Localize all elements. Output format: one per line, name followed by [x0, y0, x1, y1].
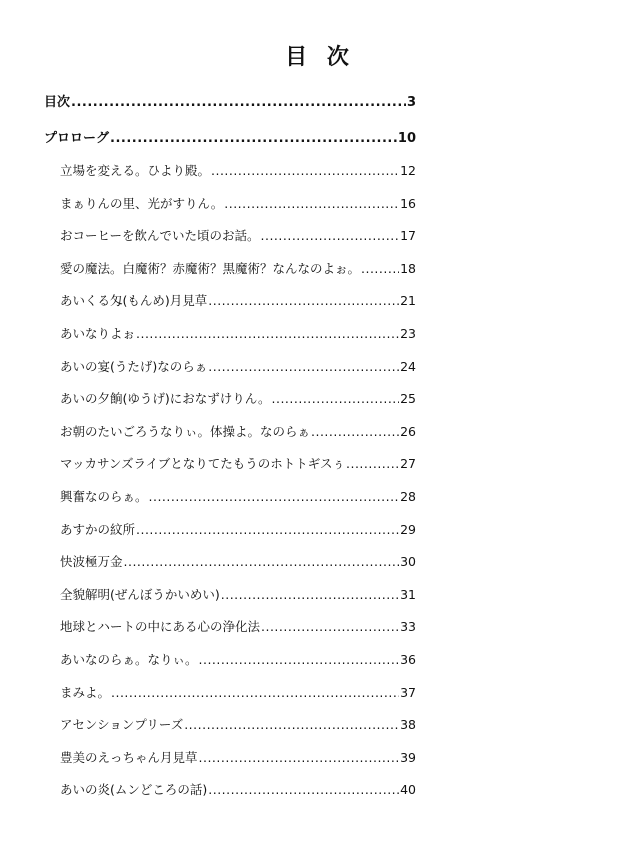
toc-entry[interactable]	[44, 611, 416, 644]
toc-page-number: 36	[400, 651, 416, 667]
dot-leader	[261, 611, 399, 644]
toc-page-number: 17	[400, 228, 416, 244]
toc-entry-label: マッカサンズライブとなりてたもうのホトトギスぅ	[60, 456, 346, 472]
toc-entry-label: アセンションプリーズ	[60, 717, 184, 733]
dot-leader	[149, 481, 400, 514]
toc-entry-label: 快波極万金	[60, 554, 123, 570]
toc-entry-label: あいの炎(ムンどころの話)	[60, 782, 208, 798]
dot-leader	[184, 709, 399, 742]
toc-entry-label: 豊美のえっちゃん月見草	[60, 749, 198, 765]
toc-page-number: 26	[400, 423, 416, 439]
toc-entry[interactable]	[44, 383, 416, 416]
toc-page-number: 29	[400, 521, 416, 537]
toc-page-number: 21	[400, 293, 416, 309]
toc-entry-label: あすかの紋所	[60, 521, 136, 537]
toc-entry[interactable]	[44, 774, 416, 807]
dot-leader	[111, 677, 399, 710]
toc-entry[interactable]	[44, 514, 416, 547]
toc-page-number: 27	[400, 456, 416, 472]
toc-page-number: 38	[400, 717, 416, 733]
toc-entry-label: 目次	[44, 95, 71, 110]
dot-leader	[124, 546, 400, 579]
toc-page-number: 28	[400, 488, 416, 504]
toc-entry[interactable]	[44, 220, 416, 253]
toc-entry[interactable]	[44, 677, 416, 710]
dot-leader	[346, 448, 399, 481]
toc-entry[interactable]	[44, 155, 416, 188]
toc-entry-prologue[interactable]	[44, 128, 416, 150]
toc-entry-label: 地球とハートの中にある心の浄化法	[60, 619, 261, 635]
toc-page-number: 16	[400, 195, 416, 211]
toc-entry-label: プロローグ	[44, 131, 110, 146]
toc-page-number: 12	[400, 163, 416, 178]
toc-entry[interactable]	[44, 481, 416, 514]
toc-entry[interactable]	[44, 188, 416, 221]
toc-page-number: 24	[400, 358, 416, 374]
page-title: 目 次	[285, 45, 355, 70]
toc-sub-entries	[44, 155, 416, 807]
toc-entry-label: あいなりよぉ	[60, 325, 136, 341]
toc-entry[interactable]	[44, 546, 416, 579]
toc-entry[interactable]	[44, 253, 416, 286]
toc-entry-label: あいの宴(うたげ)なのらぁ	[60, 358, 208, 374]
toc-entry-label: あいの夕餉(ゆうげ)におなずけりん。	[60, 391, 271, 407]
dot-leader	[221, 579, 399, 612]
dot-leader	[361, 253, 399, 286]
toc-page-number: 10	[397, 131, 416, 146]
toc-entry-label: 立場を変える。ひより殿。	[60, 163, 211, 178]
toc-entry[interactable]	[44, 579, 416, 612]
dot-leader	[261, 220, 400, 253]
toc-entry-label: お朝のたいごろうなりぃ。体操よ。なのらぁ	[60, 423, 311, 439]
toc-page-number: 3	[406, 95, 416, 110]
toc-entry[interactable]	[44, 448, 416, 481]
toc-entry-label: 愛の魔法。白魔術？赤魔術？黒魔術？なんなのよぉ。	[60, 260, 361, 276]
toc-entry-label: あいくる匁(もんめ)月見草	[60, 293, 208, 309]
table-of-contents	[44, 90, 416, 807]
toc-entry[interactable]	[44, 285, 416, 318]
dot-leader	[272, 383, 400, 416]
toc-page-number: 30	[400, 554, 416, 570]
toc-entry-contents[interactable]	[44, 92, 416, 114]
toc-entry[interactable]	[44, 351, 416, 384]
dot-leader	[71, 92, 406, 114]
toc-entry-label: 興奮なのらぁ。	[60, 488, 148, 504]
toc-entry-label: おコーヒーを飲んでいた頃のお話。	[60, 228, 260, 244]
dot-leader	[224, 188, 399, 221]
toc-entry[interactable]	[44, 416, 416, 449]
toc-entry[interactable]	[44, 709, 416, 742]
dot-leader	[208, 285, 399, 318]
toc-page-number: 31	[400, 586, 416, 602]
toc-page-number: 39	[400, 749, 416, 765]
dot-leader	[136, 318, 399, 351]
toc-entry[interactable]	[44, 318, 416, 351]
dot-leader	[110, 128, 397, 150]
toc-entry-label: まみよ。	[60, 684, 111, 700]
dot-leader	[199, 742, 400, 775]
toc-entry[interactable]	[44, 742, 416, 775]
toc-entry-label: 全貌解明(ぜんぼうかいめい)	[60, 586, 220, 602]
toc-page-number: 23	[400, 325, 416, 341]
dot-leader	[136, 514, 399, 547]
toc-page-number: 25	[400, 391, 416, 407]
dot-leader	[311, 416, 399, 449]
toc-page-number: 40	[400, 782, 416, 798]
dot-leader	[208, 774, 399, 807]
toc-page-number: 37	[400, 684, 416, 700]
dot-leader	[211, 155, 399, 188]
toc-entry-label: まぁりんの里、光がすりん。	[60, 195, 224, 211]
dot-leader	[208, 351, 399, 384]
dot-leader	[199, 644, 400, 677]
toc-entry-label: あいなのらぁ。なりぃ。	[60, 651, 198, 667]
toc-page-number: 33	[400, 619, 416, 635]
toc-page-number: 18	[400, 260, 416, 276]
toc-entry[interactable]	[44, 644, 416, 677]
